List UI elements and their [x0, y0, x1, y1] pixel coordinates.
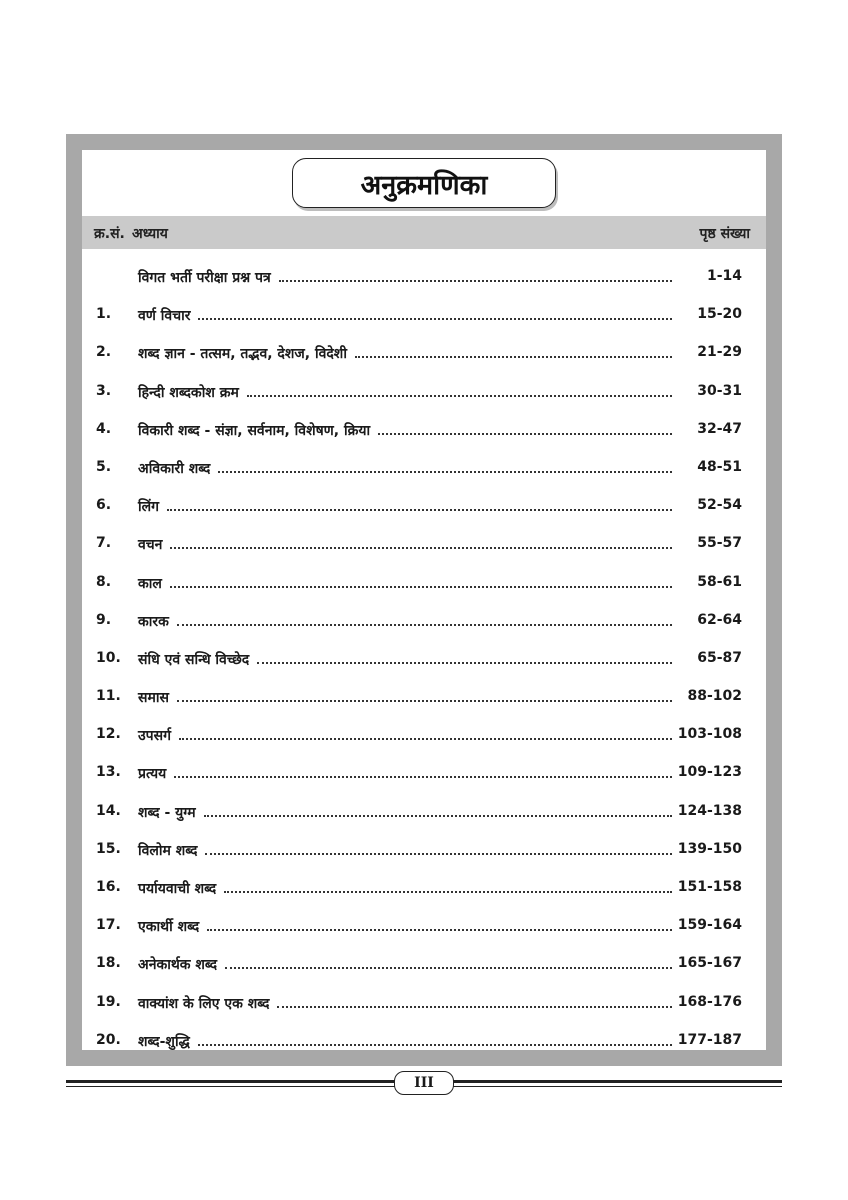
toc-entry	[82, 296, 766, 334]
entry-serial: 10.	[96, 649, 121, 666]
toc-frame	[66, 134, 782, 1066]
entry-serial: 4.	[96, 420, 112, 437]
toc-entry	[82, 678, 766, 716]
entry-line	[138, 879, 672, 898]
entry-pages: 15-20	[697, 306, 742, 323]
toc-entry	[82, 258, 766, 296]
entry-title: विलोम शब्द	[138, 842, 198, 859]
toc-entry	[82, 831, 766, 869]
dot-leader	[198, 315, 672, 320]
toc-entry	[82, 907, 766, 945]
header-page: पृष्ठ संख्या	[699, 226, 750, 242]
toc-list	[82, 258, 766, 1060]
entry-line	[138, 612, 672, 631]
entry-line	[138, 841, 672, 860]
header-chapter: अध्याय	[132, 226, 168, 242]
toc-entry	[82, 411, 766, 449]
entry-pages: 48-51	[697, 458, 742, 475]
dot-leader	[225, 964, 672, 969]
entry-title: हिन्दी शब्दकोश क्रम	[138, 384, 239, 401]
dot-leader	[247, 392, 672, 397]
dot-leader	[204, 812, 672, 817]
entry-line	[138, 459, 672, 478]
entry-title: लिंग	[138, 499, 159, 516]
entry-serial: 17.	[96, 917, 121, 934]
entry-serial: 5.	[96, 458, 112, 475]
entry-title: उपसर्ग	[138, 728, 171, 745]
dot-leader	[205, 850, 672, 855]
entry-serial: 8.	[96, 573, 112, 590]
dot-leader	[224, 888, 672, 893]
entry-title: शब्द-शुद्धि	[138, 1033, 190, 1050]
toc-panel	[82, 150, 766, 1050]
dot-leader	[179, 735, 672, 740]
dot-leader	[170, 583, 672, 588]
toc-entry	[82, 945, 766, 983]
entry-line	[138, 268, 672, 287]
entry-pages: 55-57	[697, 535, 742, 552]
entry-serial: 20.	[96, 1031, 121, 1048]
page-number: III	[394, 1071, 454, 1095]
entry-pages: 30-31	[697, 382, 742, 399]
entry-pages: 103-108	[677, 726, 742, 743]
dot-leader	[355, 353, 672, 358]
toc-entry	[82, 334, 766, 372]
toc-entry	[82, 869, 766, 907]
dot-leader	[218, 468, 672, 473]
entry-title: काल	[138, 575, 162, 592]
entry-pages: 109-123	[677, 764, 742, 781]
dot-leader	[177, 697, 672, 702]
entry-pages: 151-158	[677, 879, 742, 895]
entry-line	[138, 497, 672, 516]
entry-serial: 14.	[96, 802, 121, 819]
entry-line	[138, 1032, 672, 1051]
entry-serial: 13.	[96, 764, 121, 781]
entry-title: वाक्यांश के लिए एक शब्द	[138, 995, 270, 1012]
toc-entry	[82, 487, 766, 525]
dot-leader	[198, 1041, 672, 1046]
dot-leader	[279, 277, 672, 282]
entry-line	[138, 917, 672, 936]
entry-line	[138, 421, 672, 440]
entry-title: शब्द - युग्म	[138, 804, 196, 821]
entry-title: विगत भर्ती परीक्षा प्रश्न पत्र	[138, 270, 271, 286]
entry-line	[138, 803, 672, 822]
entry-title: शब्द ज्ञान - तत्सम, तद्भव, देशज, विदेशी	[138, 346, 347, 363]
dot-leader	[277, 1003, 672, 1008]
entry-line	[138, 535, 672, 554]
entry-title: प्रत्यय	[138, 766, 167, 783]
entry-line	[138, 955, 672, 974]
entry-pages: 52-54	[697, 497, 742, 514]
entry-serial: 11.	[96, 688, 121, 705]
entry-line	[138, 764, 672, 783]
entry-pages: 139-150	[677, 840, 742, 857]
entry-title: पर्यायवाची शब्द	[138, 881, 217, 897]
entry-serial: 15.	[96, 840, 121, 857]
entry-serial: 6.	[96, 497, 112, 514]
entry-line	[138, 726, 672, 745]
entry-serial: 9.	[96, 611, 112, 628]
toc-entry	[82, 449, 766, 487]
dot-leader	[177, 621, 672, 626]
entry-pages: 159-164	[677, 917, 742, 934]
entry-pages: 1-14	[706, 268, 742, 284]
toc-header	[82, 216, 766, 249]
entry-title: वर्ण विचार	[138, 308, 191, 325]
entry-serial: 3.	[96, 382, 112, 399]
entry-serial: 1.	[96, 306, 112, 323]
page-title: अनुक्रमणिका	[292, 158, 556, 208]
entry-line	[138, 383, 672, 402]
entry-title: एकार्थी शब्द	[138, 919, 200, 936]
dot-leader	[167, 506, 672, 511]
entry-serial: 2.	[96, 344, 112, 361]
dot-leader	[207, 926, 672, 931]
entry-pages: 177-187	[677, 1031, 742, 1048]
entry-pages: 168-176	[677, 993, 742, 1010]
entry-title: अनेकार्थक शब्द	[138, 957, 218, 974]
dot-leader	[170, 544, 672, 549]
entry-title: कारक	[138, 613, 169, 630]
entry-serial: 16.	[96, 879, 121, 895]
entry-pages: 65-87	[697, 649, 742, 666]
toc-entry	[82, 564, 766, 602]
toc-entry	[82, 754, 766, 792]
entry-pages: 124-138	[677, 802, 742, 819]
entry-line	[138, 650, 672, 669]
entry-serial: 18.	[96, 955, 121, 972]
entry-line	[138, 344, 672, 363]
header-serial: क्र.सं.	[94, 226, 125, 242]
entry-title: वचन	[138, 537, 163, 554]
entry-title: विकारी शब्द - संज्ञा, सर्वनाम, विशेषण, क्रिया	[138, 422, 371, 439]
toc-entry	[82, 716, 766, 754]
entry-line	[138, 994, 672, 1013]
toc-entry	[82, 984, 766, 1022]
entry-pages: 62-64	[697, 611, 742, 628]
entry-serial: 19.	[96, 993, 121, 1010]
entry-serial: 7.	[96, 535, 112, 552]
entry-serial: 12.	[96, 726, 121, 743]
toc-entry	[82, 525, 766, 563]
entry-title: अविकारी शब्द	[138, 460, 211, 477]
toc-entry	[82, 793, 766, 831]
entry-title: समास	[138, 690, 169, 707]
entry-pages: 21-29	[697, 344, 742, 361]
dot-leader	[378, 430, 672, 435]
dot-leader	[257, 659, 672, 664]
dot-leader	[174, 773, 672, 778]
entry-pages: 88-102	[687, 688, 742, 705]
entry-line	[138, 574, 672, 593]
entry-pages: 58-61	[697, 573, 742, 590]
entry-line	[138, 688, 672, 707]
entry-pages: 165-167	[677, 955, 742, 972]
entry-pages: 32-47	[697, 420, 742, 437]
entry-line	[138, 306, 672, 325]
toc-entry	[82, 1022, 766, 1060]
toc-entry	[82, 602, 766, 640]
toc-entry	[82, 373, 766, 411]
entry-title: संधि एवं सन्धि विच्छेद	[138, 651, 250, 668]
toc-entry	[82, 640, 766, 678]
